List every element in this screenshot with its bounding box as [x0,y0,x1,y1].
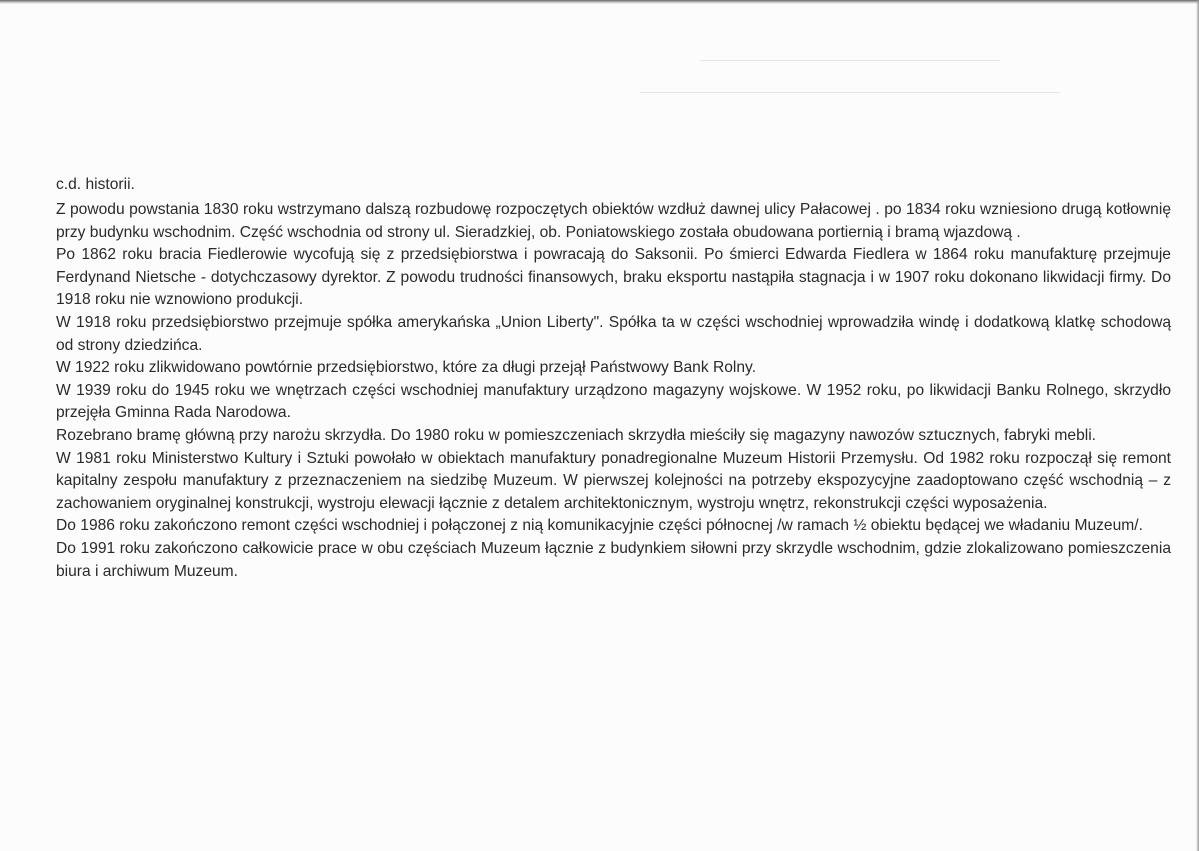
paragraph-9: Do 1991 roku zakończono całkowicie prace w obu częściach Muzeum łącznie z budynkiem siłowni przy skrzydle wschodnim, gdzie zlokalizowano pomieszczenia biura i archiwum Muzeum. [56,539,1171,580]
paragraph-5: W 1939 roku do 1945 roku we wnętrzach części wschodniej manufaktury urządzono magazyny wojskowe. W 1952 roku, po likwidacji Banku Rolnego, skrzydło przejęła Gminna Rada Narodowa. [56,381,1171,422]
bleed-through-line [700,60,1000,61]
paragraph-8: Do 1986 roku zakończono remont części wschodniej i połączonej z nią komunikacyjnie części północnej /w ramach ½ obiektu będącej we władaniu Muzeum/. [56,517,1143,535]
paragraph-4: W 1922 roku zlikwidowano powtórnie przedsiębiorstwo, które za długi przejął Państwowy Bank Rolny. [56,359,757,377]
bleed-through-line [640,92,1060,93]
paragraph-1: Z powodu powstania 1830 roku wstrzymano dalszą rozbudowę rozpoczętych obiektów wzdłuż dawnej ulicy Pałacowej . po 1834 roku wzniesiono drugą kotłownię przy budynku wschodnim. Część wschodnia od strony ul. Sieradzkiej, ob. Poniatowskiego została obudowana portiernią i bramą wjazdową . [56,201,1171,241]
scan-top-edge [0,0,1199,4]
document-body [56,171,1171,583]
document-heading: c.d. historii. [56,176,135,193]
paragraph-7: W 1981 roku Ministerstwo Kultury i Sztuki powołało w obiektach manufaktury ponadregionalne Muzeum Historii Przemysłu. Od 1982 roku rozpoczął się remont kapitalny zespołu manufaktury z przeznaczeniem na siedzibę Muzeum. W pierwszej kolejności na potrzeby ekspozycyjne zaadoptowano część wschodnią – z zachowaniem oryginalnej konstrukcji, wystroju elewacji łącznie z detalem architektonicznym, wystroju wnętrz, rekonstrukcji części wyposażenia. [56,449,1171,512]
paragraph-6: Rozebrano bramę główną przy narożu skrzydła. Do 1980 roku w pomieszczeniach skrzydła mieściły się magazyny nawozów sztucznych, fabryki mebli. [56,426,1097,444]
paragraph-3: W 1918 roku przedsiębiorstwo przejmuje spółka amerykańska „Union Liberty". Spółka ta w części wschodniej wprowadziła windę i dodatkową klatkę schodową od strony dziedzińca. [56,313,1171,354]
paragraph-2: Po 1862 roku bracia Fiedlerowie wycofują się z przedsiębiorstwa i powracają do Saksonii. Po śmierci Edwarda Fiedlera w 1864 roku manufakturę przejmuje Ferdynand Nietsche - dotychczasowy dyrektor. Z powodu trudności finansowych, braku eksportu nastąpiła stagnacja i w 1907 roku dokonano likwidacji firmy. Do 1918 roku nie wznowiono produkcji. [56,246,1171,309]
